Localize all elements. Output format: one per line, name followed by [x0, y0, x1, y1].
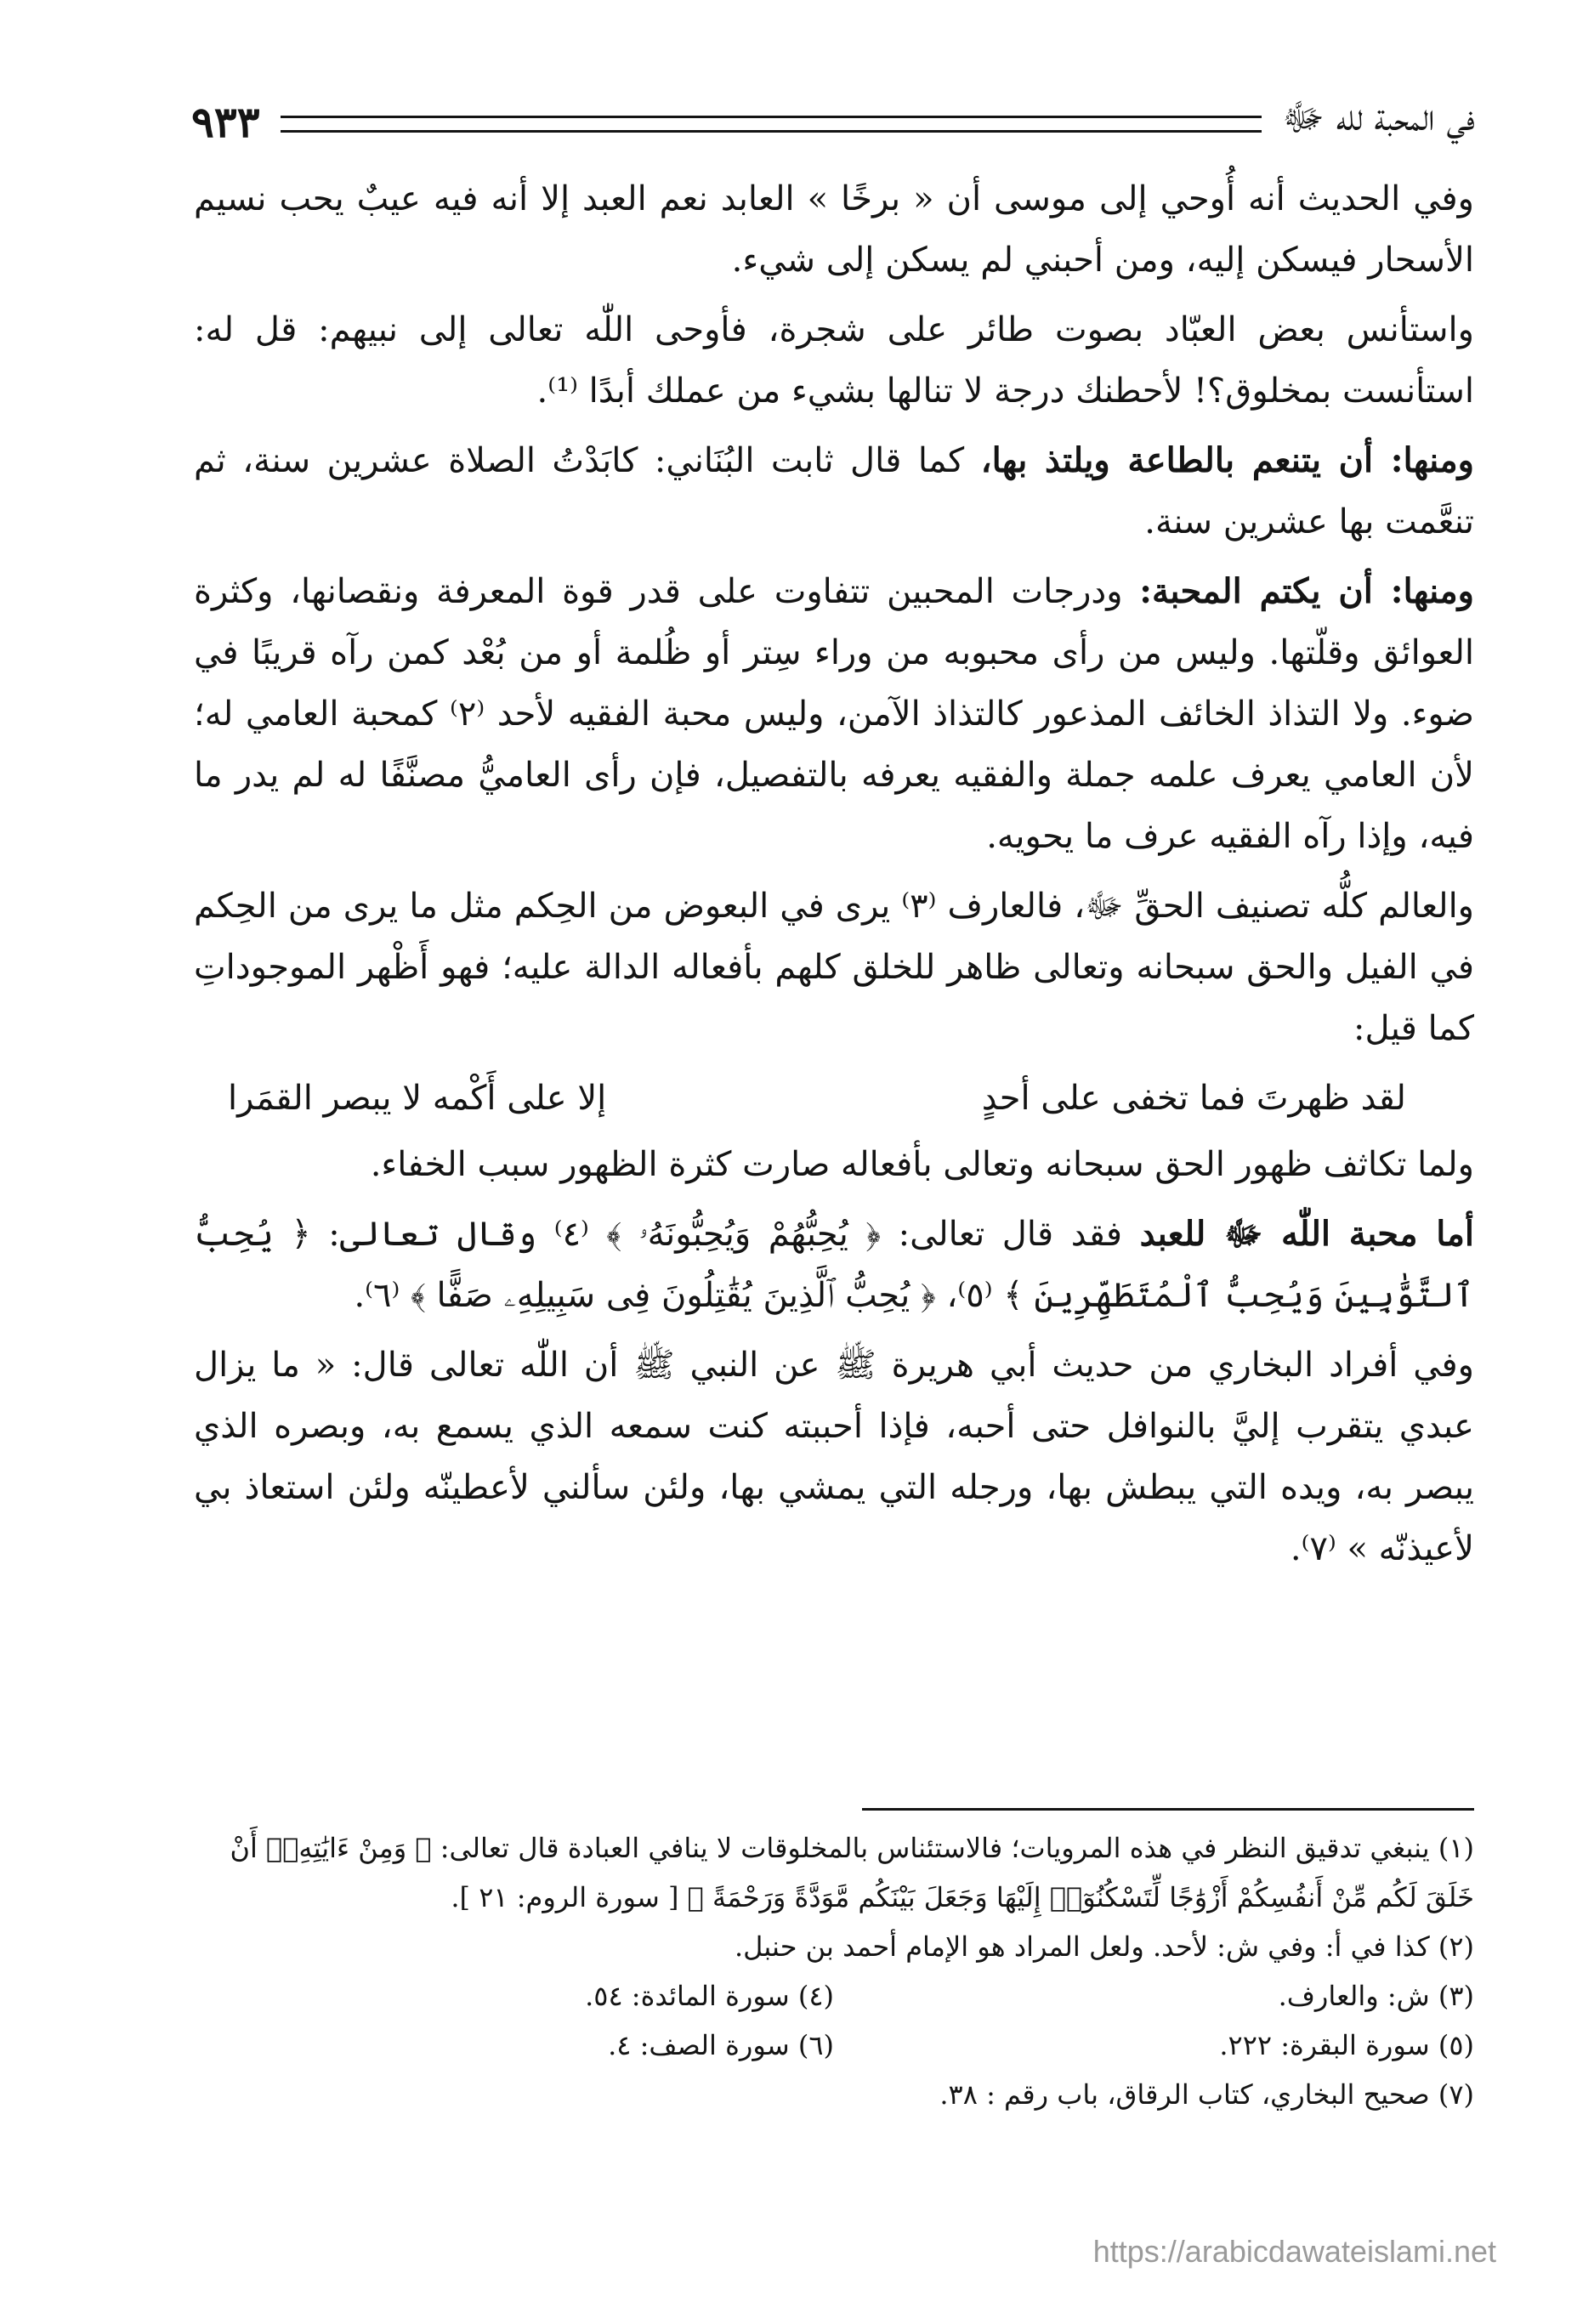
footnote-row [194, 1971, 1474, 2021]
paragraph [194, 168, 1474, 291]
watermark-url: https://arabicdawateislami.net [1092, 2234, 1496, 2269]
footnote-1: (١) ينبغي تدقيق النظر في هذه المرويات؛ فالاستئناس بالمخلوقات لا ينافي العبادة قال تعالى: ﴿ وَمِنْ ءَايَٰتِهِۦٓ أَنْ خَلَقَ لَكُم مِّنْ أَنفُسِكُمْ أَزْوَٰجًا لِّتَسْكُنُوٓا۟ إِلَيْهَا وَجَعَلَ بَيْنَكُم مَّوَدَّةً وَرَحْمَةً ﴾ [ سورة الروم: ٢١ ]. [230, 1832, 1474, 1913]
paragraph-text: واستأنس بعض العبّاد بصوت طائر على شجرة، فأوحى اللّٰه تعالى إلى نبيهم: قل له: استأنست بمخلوق؟! لأحطنك درجة لا تنالها بشيء من عملك أبدًا ⁽¹⁾. [194, 310, 1474, 411]
paragraph [194, 876, 1474, 1059]
paragraph-text: والعالم كلُّه تصنيف الحقِّ ﷻ، فالعارف ⁽٣⁾ يرى في البعوض من الحِكم مثل ما يرى من الحِكم في الفيل والحق سبحانه وتعالى ظاهر للخلق كلهم بأفعاله الدالة عليه؛ فهو أَظْهر الموجوداتِ كما قيل: [194, 887, 1475, 1048]
paragraph [194, 1204, 1474, 1326]
poetry-verse [194, 1068, 1474, 1129]
header-rule [281, 116, 1262, 133]
page-number: ٩٣٣ [191, 96, 260, 147]
verse-first-hemistich: لقد ظهرتَ فما تخفى على أحدٍ [981, 1079, 1406, 1118]
footnote-7: (٧) صحيح البخاري، كتاب الرقاق، باب رقم : ٣٨. [939, 2078, 1474, 2111]
paragraph-text: فقد قال تعالى: ﴿ يُحِبُّهُمْ وَيُحِبُّونَهُۥ ﴾ ⁽٤⁾ وقال تعالى: ﴿ يُحِبُّ ٱلتَّوَّٰبِينَ وَيُحِبُّ ٱلْمُتَطَهِّرِينَ ﴾ ⁽٥⁾، ﴿ يُحِبُّ ٱلَّذِينَ يُقَٰتِلُونَ فِى سَبِيلِهِۦ صَفًّا ﴾ ⁽٦⁾. [194, 1215, 1474, 1315]
footnote-3: (٣) ش: والعارف. [1278, 1980, 1474, 2012]
page-header [191, 92, 1475, 151]
paragraph [194, 299, 1474, 422]
footnote-4: (٤) سورة المائدة: ٥٤. [585, 1980, 834, 2012]
footnote-separator [862, 1808, 1474, 1811]
footnote-row [194, 2021, 1474, 2070]
paragraph-lead: ومنها: أن يتنعم بالطاعة ويلتذ بها، [980, 440, 1474, 480]
paragraph [194, 561, 1474, 867]
verse-second-hemistich: إلا على أَكْمه لا يبصر القمَرا [228, 1079, 607, 1118]
footnote-2: (٢) كذا في أ: وفي ش: لأحد. ولعل المراد هو الإمام أحمد بن حنبل. [734, 1930, 1474, 1963]
paragraph [194, 430, 1474, 553]
paragraph-lead: ومنها: أن يكتم المحبة: [1139, 571, 1474, 611]
main-text [194, 168, 1474, 1588]
running-title: في المحبة لله ﷻ [1282, 96, 1475, 139]
paragraph-text: ولما تكاثف ظهور الحق سبحانه وتعالى بأفعاله صارت كثرة الظهور سبب الخفاء. [370, 1145, 1474, 1184]
paragraph-text: وفي الحديث أنه أُوحي إلى موسى أن « برخًا » العابد نعم العبد إلا أنه فيه عيبٌ يحب نسيم الأسحار فيسكن إليه، ومن أحبني لم يسكن إلى شيء. [194, 179, 1474, 280]
paragraph [194, 1335, 1474, 1579]
paragraph-text: كما قال ثابت البُنَاني: كابَدْتُ الصلاة عشرين سنة، ثم تنعَّمت بها عشرين سنة. [194, 441, 1474, 541]
footnote-6: (٦) سورة الصف: ٤. [608, 2029, 834, 2061]
paragraph [194, 1134, 1474, 1195]
paragraph-lead: أما محبة اللّٰه ﷻ للعبد [1139, 1214, 1474, 1254]
paragraph-text: وفي أفراد البخاري من حديث أبي هريرة ﷺ عن النبي ﷺ أن اللّٰه تعالى قال: « ما يزال عبدي يتقرب إليَّ بالنوافل حتى أحبه، فإذا أحببته كنت سمعه الذي يسمع به، وبصره الذي يبصر به، ويده التي يبطش بها، ورجله التي يمشي بها، ولئن سألني لأعطينّه ولئن استعاذ بي لأعيذنّه » ⁽٧⁾. [194, 1346, 1474, 1568]
footnotes [194, 1823, 1474, 2119]
paragraph-text: ودرجات المحبين تتفاوت على قدر قوة المعرفة ونقصانها، وكثرة العوائق وقلّتها. وليس من رأى محبوبه من وراء سِتر أو ظُلمة أو من بُعْد كمن رآه قريبًا في ضوء. ولا التذاذ الخائف المذعور كالتذاذ الآمن، وليس محبة الفقيه لأحد ⁽٢⁾ كمحبة العامي له؛ لأن العامي يعرف علمه جملة والفقيه يعرفه بالتفصيل، فإن رأى العاميُّ مصنَّفًا له لم يدر ما فيه، وإذا رآه الفقيه عرف ما يحويه. [194, 572, 1475, 856]
footnote-5: (٥) سورة البقرة: ٢٢٢. [1219, 2029, 1474, 2061]
